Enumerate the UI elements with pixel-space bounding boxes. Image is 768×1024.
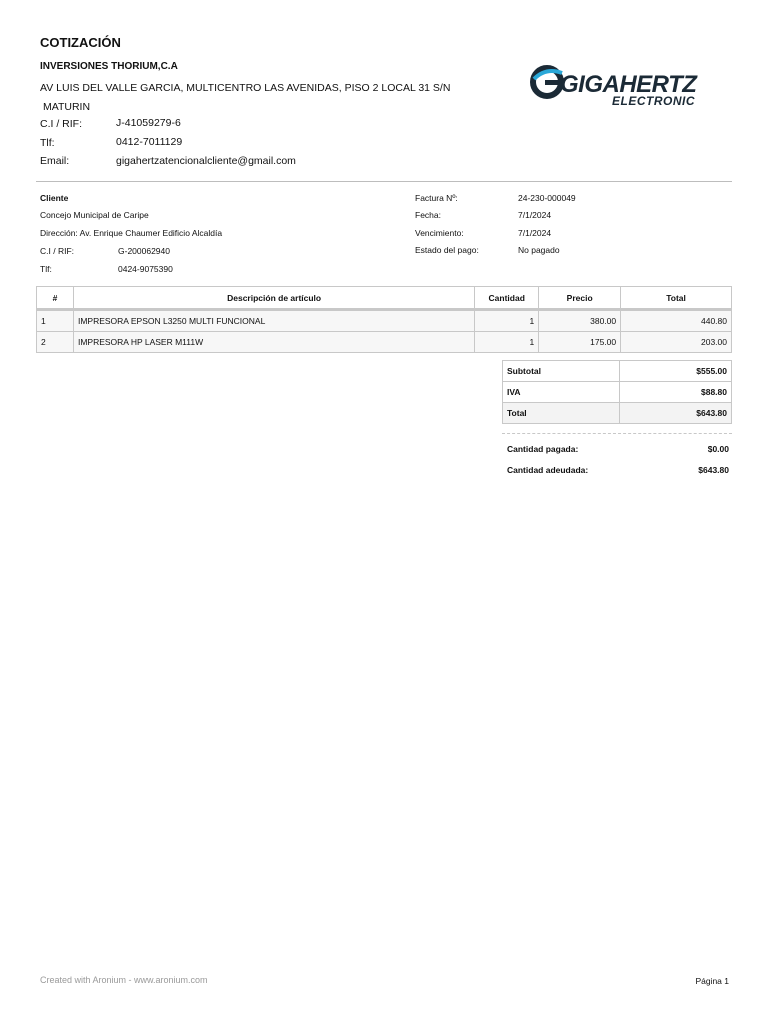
gigahertz-logo-icon xyxy=(528,63,716,109)
total-row xyxy=(503,403,732,424)
invoice-number: 24-230-000049 xyxy=(518,193,576,203)
col-header-description: Descripción de artículo xyxy=(73,287,474,310)
row-quantity: 1 xyxy=(475,332,539,353)
company-name: INVERSIONES THORIUM,C.A xyxy=(40,61,178,72)
total-label: Total xyxy=(503,403,620,424)
payment-status-label: Estado del pago: xyxy=(415,245,479,255)
subtotal-label: Subtotal xyxy=(503,361,620,382)
invoice-number-label: Factura Nº: xyxy=(415,193,458,203)
col-header-number: # xyxy=(37,287,74,310)
client-heading: Cliente xyxy=(40,193,69,203)
row-price: 380.00 xyxy=(539,310,621,332)
invoice-date: 7/1/2024 xyxy=(518,210,552,220)
row-description: IMPRESORA EPSON L3250 MULTI FUNCIONAL xyxy=(73,310,474,332)
company-email-label: Email: xyxy=(40,155,70,167)
company-rif-label: C.I / RIF: xyxy=(40,118,82,130)
subtotal-value: $555.00 xyxy=(620,361,732,382)
client-rif: G-200062940 xyxy=(118,246,170,256)
logo-wordmark: GIGAHERTZ xyxy=(560,71,697,98)
client-phone: 0424-9075390 xyxy=(118,264,173,274)
invoice-date-label: Fecha: xyxy=(415,210,441,220)
row-total: 203.00 xyxy=(621,332,732,353)
totals-table xyxy=(502,360,732,424)
table-row xyxy=(37,310,732,332)
invoice-due-label: Vencimiento: xyxy=(415,228,464,238)
payment-status: No pagado xyxy=(518,245,560,255)
col-header-total: Total xyxy=(621,287,732,310)
paid-label: Cantidad pagada: xyxy=(507,444,579,454)
client-address: Dirección: Av. Enrique Chaumer Edificio Alcaldía xyxy=(40,228,223,238)
tax-value: $88.80 xyxy=(620,382,732,403)
client-rif-label: C.I / RIF: xyxy=(40,246,74,256)
items-table xyxy=(36,286,732,353)
logo-subtitle: ELECTRONIC xyxy=(612,94,695,108)
row-number: 2 xyxy=(37,332,74,353)
company-address: AV LUIS DEL VALLE GARCIA, MULTICENTRO LAS AVENIDAS, PISO 2 LOCAL 31 S/N xyxy=(40,82,451,94)
tax-label: IVA xyxy=(503,382,620,403)
tax-row xyxy=(503,382,732,403)
row-quantity: 1 xyxy=(475,310,539,332)
invoice-due: 7/1/2024 xyxy=(518,228,552,238)
totals-divider xyxy=(502,433,732,434)
row-total: 440.80 xyxy=(621,310,732,332)
company-email: gigahertzatencionalcliente@gmail.com xyxy=(116,155,296,167)
company-phone: 0412-7011129 xyxy=(116,136,183,148)
row-description: IMPRESORA HP LASER M111W xyxy=(73,332,474,353)
document-title: COTIZACIÓN xyxy=(40,35,121,50)
row-price: 175.00 xyxy=(539,332,621,353)
row-number: 1 xyxy=(37,310,74,332)
col-header-quantity: Cantidad xyxy=(475,287,539,310)
subtotal-row xyxy=(503,361,732,382)
company-city: MATURIN xyxy=(43,101,91,113)
paid-value: $0.00 xyxy=(707,444,729,454)
amount-due-label: Cantidad adeudada: xyxy=(507,465,589,475)
client-phone-label: Tlf: xyxy=(40,264,52,274)
client-name: Concejo Municipal de Caripe xyxy=(40,210,149,220)
page-number: Página 1 xyxy=(695,976,729,986)
footer-credit: Created with Aronium - www.aronium.com xyxy=(40,975,208,985)
company-phone-label: Tlf: xyxy=(40,137,55,149)
table-row xyxy=(37,332,732,353)
company-rif: J-41059279-6 xyxy=(116,117,181,129)
items-header-row xyxy=(37,287,732,310)
header-divider xyxy=(36,181,732,182)
amount-due-value: $643.80 xyxy=(698,465,729,475)
col-header-price: Precio xyxy=(539,287,621,310)
company-logo xyxy=(528,63,716,109)
total-value: $643.80 xyxy=(620,403,732,424)
